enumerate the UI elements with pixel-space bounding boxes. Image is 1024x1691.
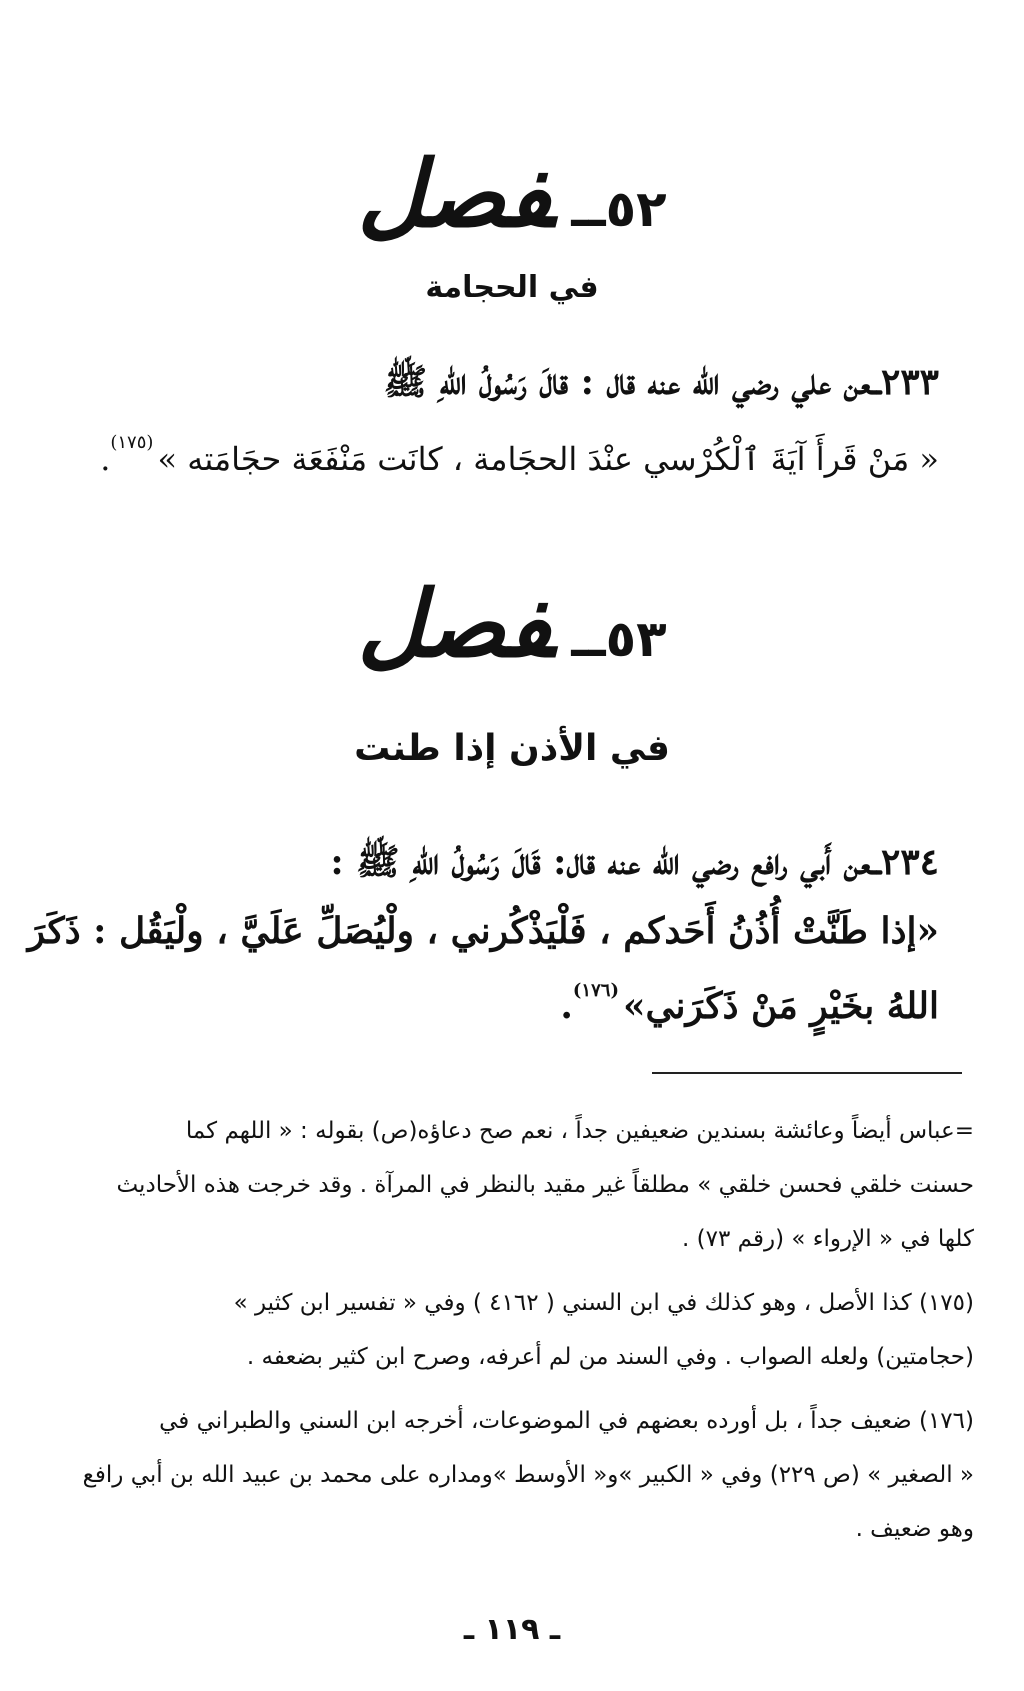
section-52-subtitle: في الحجامة bbox=[425, 270, 599, 305]
footnote-divider bbox=[652, 1072, 962, 1074]
footnote-line: =عباس أيضاً وعائشة بسندين ضعيفين جداً ، نعم صح دعاؤه(ص) بقوله : « اللهم كما bbox=[185, 1118, 974, 1144]
footnote-176: (١٧٦) ضعيف جداً ، بل أورده بعضهم في الموضوعات، أخرجه ابن السني والطبراني في bbox=[159, 1408, 974, 1434]
section-53-heading bbox=[0, 570, 1024, 678]
hadith-234-line-1: ٢٣٤ــعن أَبي رافع رضي الله عنه قال: قَالَ رَسُولُ اللهِ ﷺ : bbox=[330, 841, 939, 883]
end-mark: . bbox=[100, 440, 111, 478]
hadith-233-text: « مَنْ قَرأَ آيَةَ ٱلْكُرْسي عنْدَ الحجَامة ، كانَت مَنْفَعَة حجَامَته » bbox=[157, 440, 939, 478]
hadith-233-line-2 bbox=[60, 432, 939, 478]
hadith-234-line-3 bbox=[60, 980, 939, 1027]
footnote-ref-176: (١٧٦) bbox=[572, 980, 619, 1001]
hadith-234-text: اللهُ بخَيْرٍ مَنْ ذَكَرَني» bbox=[622, 985, 939, 1027]
hadith-234-line-2: «إذا طَنَّتْ أُذُنُ أَحَدكم ، فَلْيَذْكُرني ، ولْيُصَلِّ عَلَيَّ ، ولْيَقُل : ذَكَرَ bbox=[27, 910, 939, 952]
page-number: ـ ١١٩ ـ bbox=[463, 1612, 561, 1647]
footnote-line: حسنت خلقي فحسن خلقي » مطلقاً غير مقيد بالنظر في المرآة . وقد خرجت هذه الأحاديث bbox=[116, 1172, 974, 1198]
section-title: فصل bbox=[357, 570, 554, 678]
section-number: ٥٣ــ bbox=[571, 610, 667, 668]
footnote-line: (حجامتين) ولعله الصواب . وفي السند من لم أعرفه، وصرح ابن كثير بضعفه . bbox=[246, 1344, 974, 1370]
hadith-233-line-1: ٢٣٣ــعن علي رضي الله عنه قال : قالَ رَسُولُ اللهِ ﷺ bbox=[383, 361, 939, 403]
footnote-line: كلها في « الإرواء » (رقم ٧٣) . bbox=[682, 1226, 974, 1252]
section-52-heading bbox=[0, 140, 1024, 248]
footnote-line: « الصغير » (ص ٢٢٩) وفي « الكبير »و« الأوسط »ومداره على محمد بن عبيد الله بن أبي رافع bbox=[82, 1462, 974, 1488]
section-number: ٥٢ــ bbox=[571, 180, 667, 238]
footnote-line: وهو ضعيف . bbox=[855, 1516, 974, 1542]
footnote-175: (١٧٥) كذا الأصل ، وهو كذلك في ابن السني ( ٤١٦٢ ) وفي « تفسير ابن كثير » bbox=[233, 1290, 974, 1316]
section-53-subtitle: في الأذن إذا طنت bbox=[354, 728, 670, 769]
end-mark: . bbox=[560, 985, 573, 1027]
section-title: فصل bbox=[357, 140, 554, 248]
footnote-ref-175: (١٧٥) bbox=[110, 432, 154, 453]
